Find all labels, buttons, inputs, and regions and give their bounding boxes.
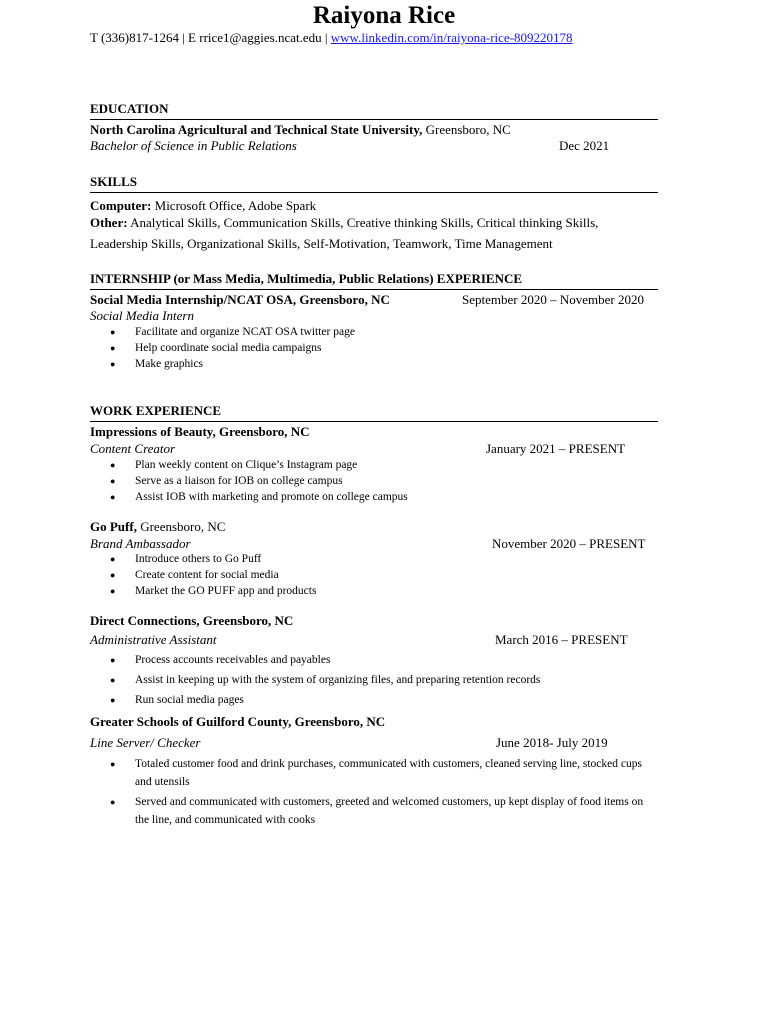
linkedin-link[interactable]: www.linkedin.com/in/raiyona-rice-809220178 (330, 30, 573, 45)
degree: Bachelor of Science in Public Relations (90, 138, 297, 153)
other-label: Other: (90, 215, 128, 230)
job-role: Brand Ambassador (90, 536, 191, 551)
bullet-icon: ● (110, 586, 116, 596)
job-bullets (110, 457, 408, 505)
job-org-line (90, 518, 225, 535)
job-org: Go Puff, (90, 519, 137, 534)
bullet-icon: ● (110, 359, 116, 369)
bullet-icon: ● (110, 554, 116, 564)
bullet-icon: ● (110, 570, 116, 580)
job-date: June 2018- July 2019 (496, 735, 608, 750)
bullet-icon: ● (110, 675, 116, 685)
bullet-icon: ● (110, 343, 116, 353)
job-date: March 2016 – PRESENT (495, 632, 628, 647)
list-item: ● Assist IOB with marketing and promote on college campus (110, 491, 408, 503)
bullet-icon: ● (110, 460, 116, 470)
list-item: ● Assist in keeping up with the system of organizing files, and preparing retention records (110, 674, 541, 686)
bullet-icon: ● (110, 476, 116, 486)
internship-role: Social Media Intern (90, 308, 194, 323)
list-item: ● Process accounts receivables and payables (110, 654, 331, 666)
list-item: ● Introduce others to Go Puff (110, 553, 262, 565)
school-location: Greensboro, NC (422, 122, 511, 137)
contact-line (90, 30, 573, 46)
other-value-line1: Analytical Skills, Communication Skills, Creative thinking Skills, Critical thinking Skills, (127, 215, 599, 230)
job-role: Content Creator (90, 441, 176, 456)
computer-label: Computer: (90, 198, 152, 213)
job-date: January 2021 – PRESENT (486, 441, 626, 456)
skills-other (90, 214, 598, 231)
education-heading: EDUCATION (90, 101, 169, 116)
job-role: Line Server/ Checker (90, 735, 201, 750)
bullet-icon: ● (110, 797, 116, 807)
job-role: Administrative Assistant (90, 632, 217, 647)
education-school-line (90, 121, 511, 138)
internship-divider (90, 289, 658, 290)
bullet-icon: ● (110, 655, 116, 665)
job-bullets (110, 755, 646, 829)
work-divider (90, 421, 658, 422)
list-item: ● Serve as a liaison for IOB on college campus (110, 475, 343, 487)
job-location: Greensboro, NC (136, 519, 226, 534)
bullet-icon: ● (110, 759, 116, 769)
skills-other-line2: Leadership Skills, Organizational Skills, Self-Motivation, Teamwork, Time Management (90, 236, 553, 251)
list-item: ● Totaled customer food and drink purchases, communicated with customers, cleaned serving line, stocked cups and utensils (110, 755, 646, 791)
job-bullets (110, 652, 540, 708)
graduation-date: Dec 2021 (559, 138, 610, 153)
list-item: ● Served and communicated with customers, greeted and welcomed customers, up kept display of food items on the line, and communicated with cooks (110, 793, 646, 829)
job-org: Impressions of Beauty, Greensboro, NC (90, 424, 310, 439)
internship-heading: INTERNSHIP (or Mass Media, Multimedia, Public Relations) EXPERIENCE (90, 271, 523, 286)
list-item: ● Facilitate and organize NCAT OSA twitter page (110, 326, 355, 338)
job-org: Greater Schools of Guilford County, Greensboro, NC (90, 714, 386, 729)
job-bullets (110, 551, 316, 599)
skills-computer (90, 197, 316, 214)
job-org: Direct Connections, Greensboro, NC (90, 613, 294, 628)
computer-value: Microsoft Office, Adobe Spark (151, 198, 317, 213)
skills-heading: SKILLS (90, 174, 137, 189)
list-item: ● Create content for social media (110, 569, 279, 581)
list-item: ● Help coordinate social media campaigns (110, 342, 322, 354)
candidate-name: Raiyona Rice (312, 2, 456, 29)
school-name: North Carolina Agricultural and Technical State University, (90, 122, 423, 137)
bullet-icon: ● (110, 492, 116, 502)
job-date: November 2020 – PRESENT (492, 536, 646, 551)
list-item: ● Run social media pages (110, 694, 244, 706)
list-item: ● Plan weekly content on Clique’s Instagram page (110, 459, 358, 471)
skills-divider (90, 192, 658, 193)
internship-org: Social Media Internship/NCAT OSA, Greensboro, NC (90, 292, 390, 307)
work-heading: WORK EXPERIENCE (90, 403, 222, 418)
education-divider (90, 119, 658, 120)
internship-date: September 2020 – November 2020 (462, 292, 644, 307)
contact-phone-email: T (336)817-1264 | E rrice1@aggies.ncat.edu | (90, 30, 331, 45)
list-item: ● Market the GO PUFF app and products (110, 585, 317, 597)
internship-bullets (110, 324, 355, 372)
bullet-icon: ● (110, 327, 116, 337)
list-item: ● Make graphics (110, 358, 204, 370)
bullet-icon: ● (110, 695, 116, 705)
